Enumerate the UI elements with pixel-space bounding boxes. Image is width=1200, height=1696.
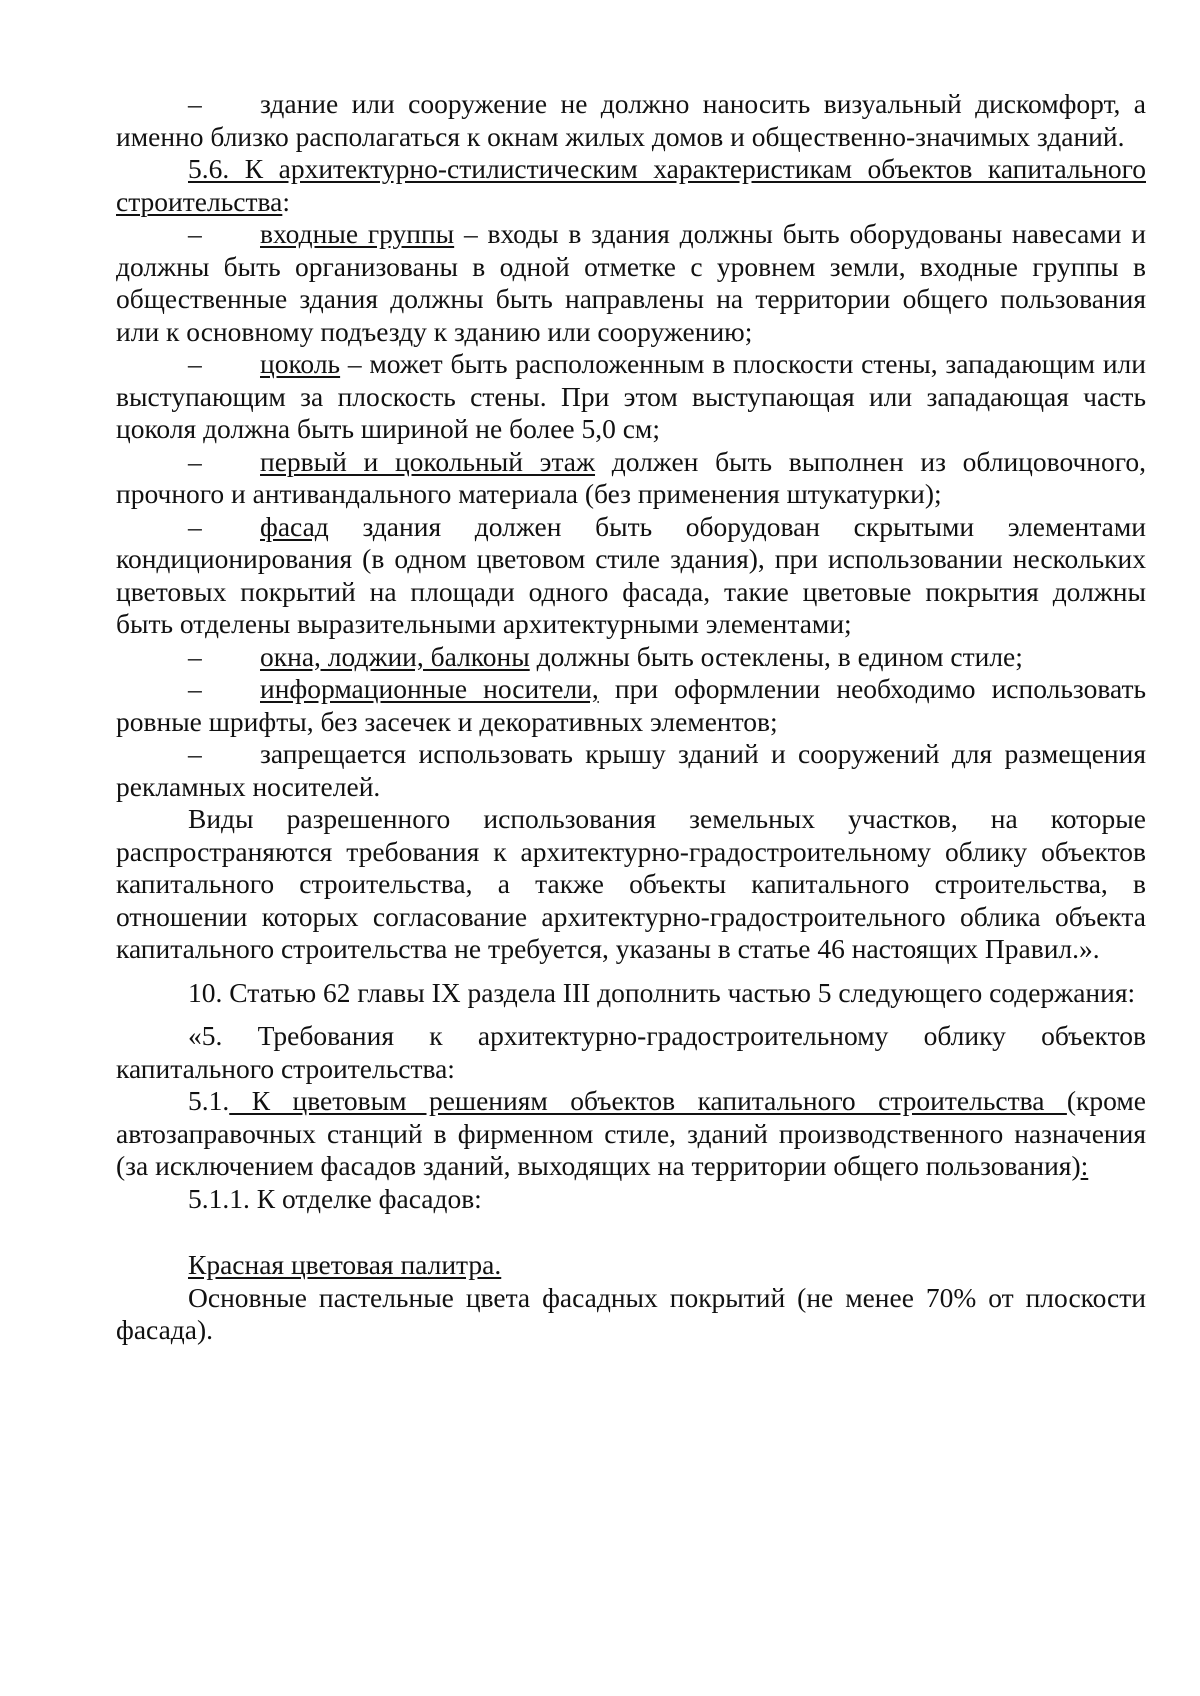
bullet-info-carriers bbox=[116, 673, 1146, 738]
bullet-plinth bbox=[116, 348, 1146, 446]
underlined-text: 5.6. К архитектурно-стилистическим характеристикам объектов капитального строительства bbox=[116, 153, 1146, 217]
underlined-text: К цветовым решениям объектов капитального строительства bbox=[229, 1085, 1067, 1116]
paragraph-main-colors: Основные пастельные цвета фасадных покрытий (не менее 70% от плоскости фасада). bbox=[116, 1281, 1146, 1345]
bullet-text: должны быть остеклены, в едином стиле; bbox=[529, 640, 1023, 672]
bullet-dash: – bbox=[188, 738, 202, 769]
section-text: (кроме автозаправочных станций в фирменном стиле, зданий производственного назначения (за исключением фасадов зданий, выходящих на территории общего пользования) bbox=[116, 1085, 1146, 1181]
bullet-entrance-groups bbox=[116, 218, 1146, 348]
bullet-visual-discomfort bbox=[116, 88, 1146, 153]
bullet-first-floor bbox=[116, 446, 1146, 511]
paragraph-10: 10. Статью 62 главы IX раздела III дополнить частью 5 следующего содержания: bbox=[188, 976, 1136, 1008]
section-number: 5.1. bbox=[188, 1085, 230, 1116]
section-5-1 bbox=[116, 1085, 1146, 1183]
bullet-dash: – bbox=[188, 640, 202, 672]
paragraph-5-requirements: «5. Требования к архитектурно-градостроительному облику объектов капитального строительства: bbox=[116, 1020, 1146, 1084]
underlined-text: Красная цветовая палитра. bbox=[188, 1249, 502, 1280]
bullet-windows bbox=[116, 641, 1146, 674]
bullet-text: – может быть расположенным в плоскости стены, западающим или выступающим за плоскость стены. При этом выступающая или западающая часть цоколя должна быть шириной не более 5,0 см; bbox=[116, 348, 1146, 444]
red-palette-heading bbox=[116, 1249, 1146, 1282]
underlined-term: окна, лоджии, балконы bbox=[260, 640, 530, 672]
bullet-text: здания должен быть оборудован скрытыми элементами кондиционирования (в одном цветовом стиле здания), при использовании нескольких цветовых покрытий на площади одного фасада, такие цветовые покрытия должны быть отделены выразительными архитектурными элементами; bbox=[116, 510, 1146, 639]
document-page bbox=[116, 88, 1146, 1347]
underlined-term: первый и цокольный этаж bbox=[260, 445, 596, 477]
section-5-6-heading bbox=[116, 153, 1146, 218]
bullet-dash: – bbox=[188, 673, 202, 704]
bullet-text: запрещается использовать крышу зданий и сооружений для размещения рекламных носителей. bbox=[116, 738, 1146, 802]
paragraph-permitted-use: Виды разрешенного использования земельных участков, на которые распространяются требования к архитектурно-градостроительному облику объектов капитального строительства, а также объекты капитального строительства, в отношении которых согласование архитектурно-градостроительного облика объекта капитального строительства не требуется, указаны в статье 46 настоящих Правил.». bbox=[116, 803, 1146, 964]
bullet-text: при оформлении необходимо использовать ровные шрифты, без засечек и декоративных элементов; bbox=[116, 673, 1147, 737]
heading-colon: : bbox=[282, 185, 290, 217]
underlined-term: входные группы bbox=[260, 218, 455, 249]
underlined-term: информационные носители, bbox=[260, 673, 599, 704]
underlined-term: цоколь bbox=[260, 348, 341, 379]
bullet-text: должен быть выполнен из облицовочного, прочного и антивандального материала (без применения штукатурки); bbox=[116, 445, 1146, 509]
section-5-1-1: 5.1.1. К отделке фасадов: bbox=[188, 1182, 482, 1214]
underlined-term: фасад bbox=[260, 510, 329, 542]
bullet-dash: – bbox=[188, 445, 202, 477]
bullet-dash: – bbox=[188, 218, 202, 249]
bullet-text: здание или сооружение не должно наносить визуальный дискомфорт, а именно близко располагаться к окнам жилых домов и общественно-значимых зданий. bbox=[116, 88, 1146, 152]
bullet-text: – входы в здания должны быть оборудованы навесами и должны быть организованы в одной отметке с уровнем земли, входные группы в общественные здания должны быть направлены на территории общего пользования или к основному подъезду к зданию или сооружению; bbox=[116, 218, 1146, 347]
bullet-dash: – bbox=[188, 88, 202, 119]
bullet-roof-ads bbox=[116, 738, 1146, 803]
bullet-dash: – bbox=[188, 348, 202, 379]
underlined-colon: : bbox=[1080, 1150, 1089, 1181]
bullet-facade bbox=[116, 511, 1146, 641]
bullet-dash: – bbox=[188, 510, 202, 542]
